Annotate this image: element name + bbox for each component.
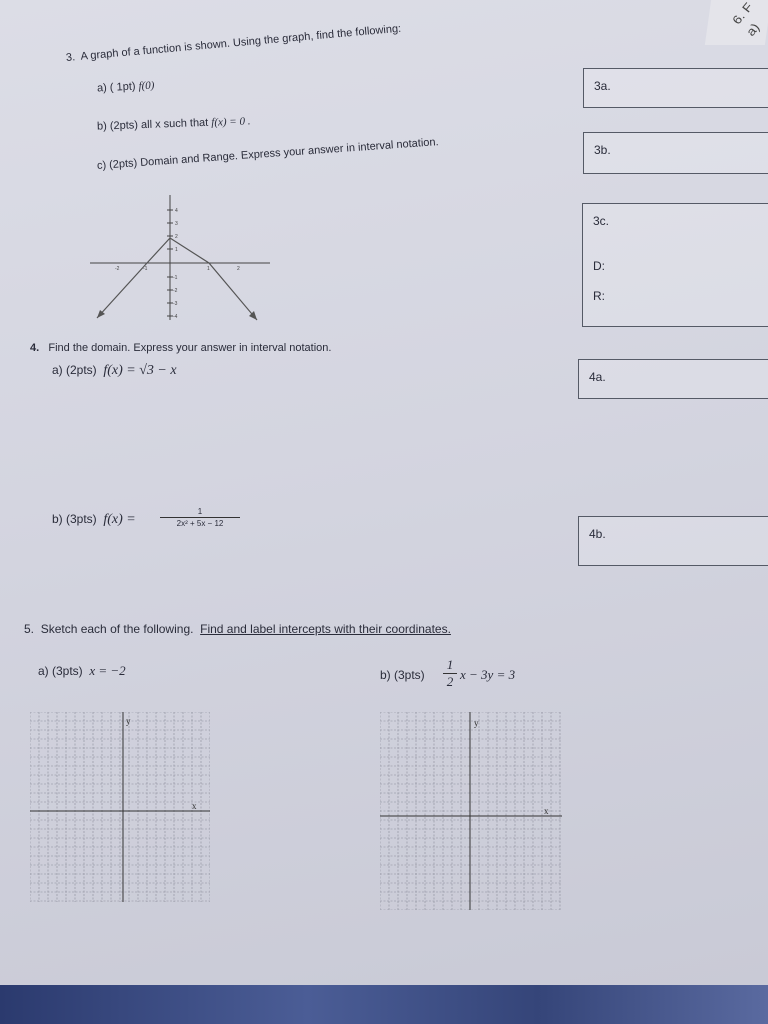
q4b-fraction <box>160 507 240 528</box>
q3-intro <box>65 23 401 64</box>
tick-label: 2 <box>175 234 178 240</box>
box-label: 3c. <box>593 214 610 228</box>
tick-label: 2 <box>237 266 240 272</box>
q4b-label: b) (3pts) <box>52 512 97 526</box>
corner-text-2: a) <box>743 20 763 39</box>
tick-label: -1 <box>173 275 178 281</box>
answer-box-4b[interactable] <box>578 516 768 566</box>
q4-intro-text: Find the domain. Express your answer in interval notation. <box>48 342 332 354</box>
box-label: 3b. <box>594 143 611 157</box>
tick-label: 3 <box>175 221 178 227</box>
q5-number: 5. <box>24 622 35 636</box>
q4-intro <box>30 342 331 354</box>
q5b-fraction <box>443 657 457 690</box>
q3c-prompt: c) (2pts) Domain and Range. Express your answer in interval notation. <box>96 136 439 172</box>
q3a-expr: f(0) <box>138 79 155 93</box>
domain-label: D: <box>593 259 605 273</box>
box-label: 4b. <box>589 527 606 541</box>
fraction-denominator: 2 <box>443 673 457 690</box>
q5a-label: a) (3pts) <box>38 664 83 678</box>
q3-function-graph <box>85 190 275 325</box>
corner-text-1: 6. F <box>729 0 756 27</box>
q4b-lhs: f(x) = <box>103 512 136 527</box>
fraction-numerator: 1 <box>197 507 203 516</box>
q5b-expr: x − 3y = 3 <box>460 667 516 682</box>
y-axis-label: y <box>474 718 479 728</box>
answer-box-4a[interactable] <box>578 359 768 399</box>
q3b-expr: f(x) = 0 . <box>211 115 251 129</box>
tick-label: 4 <box>175 208 178 214</box>
tick-label: 1 <box>175 247 178 253</box>
tick-label: -3 <box>173 301 178 307</box>
q5b-label: b) (3pts) <box>380 668 425 682</box>
q3b-prompt <box>97 115 251 132</box>
q5a-prompt <box>38 663 126 679</box>
q5b-prompt <box>380 668 425 682</box>
x-axis-label: x <box>192 801 197 811</box>
q3b-label: b) (2pts) all x such that <box>96 116 209 133</box>
q3-intro-text: A graph of a function is shown. Using the graph, find the following: <box>80 22 402 63</box>
q5-intro <box>24 622 451 636</box>
q4a-label: a) (2pts) <box>52 363 97 377</box>
q5a-expr: x = −2 <box>89 663 126 678</box>
q4b-prompt <box>52 512 136 528</box>
q3a-label: a) ( 1pt) <box>96 80 136 95</box>
tick-label: -1 <box>143 266 148 272</box>
fraction-denominator: 2x² + 5x − 12 <box>160 517 240 528</box>
range-label: R: <box>593 289 605 303</box>
answer-box-3a[interactable] <box>583 68 768 108</box>
q3-number: 3. <box>65 51 76 64</box>
q4-number: 4. <box>30 342 40 354</box>
q5-intro-underlined: Find and label intercepts with their coordinates. <box>200 622 451 636</box>
q4a-expr: f(x) = √3 − x <box>103 363 177 378</box>
q5a-coordinate-grid[interactable] <box>30 712 210 902</box>
fraction-numerator: 1 <box>446 657 454 672</box>
y-axis-label: y <box>126 716 131 726</box>
q3a-prompt <box>97 80 155 95</box>
tick-label: 1 <box>207 266 210 272</box>
box-label: 4a. <box>589 370 606 384</box>
answer-box-3c[interactable] <box>582 203 768 327</box>
q4a-prompt <box>52 363 177 379</box>
tick-label: -2 <box>173 288 178 294</box>
answer-box-3b[interactable] <box>583 132 768 174</box>
tick-label: -4 <box>173 314 178 320</box>
x-axis-label: x <box>544 806 549 816</box>
tick-label: -2 <box>115 266 120 272</box>
next-page-corner <box>705 0 768 45</box>
background-surface <box>0 985 768 1024</box>
q5b-coordinate-grid[interactable] <box>380 712 562 910</box>
box-label: 3a. <box>594 79 611 93</box>
q5-intro-text: Sketch each of the following. <box>40 622 194 636</box>
